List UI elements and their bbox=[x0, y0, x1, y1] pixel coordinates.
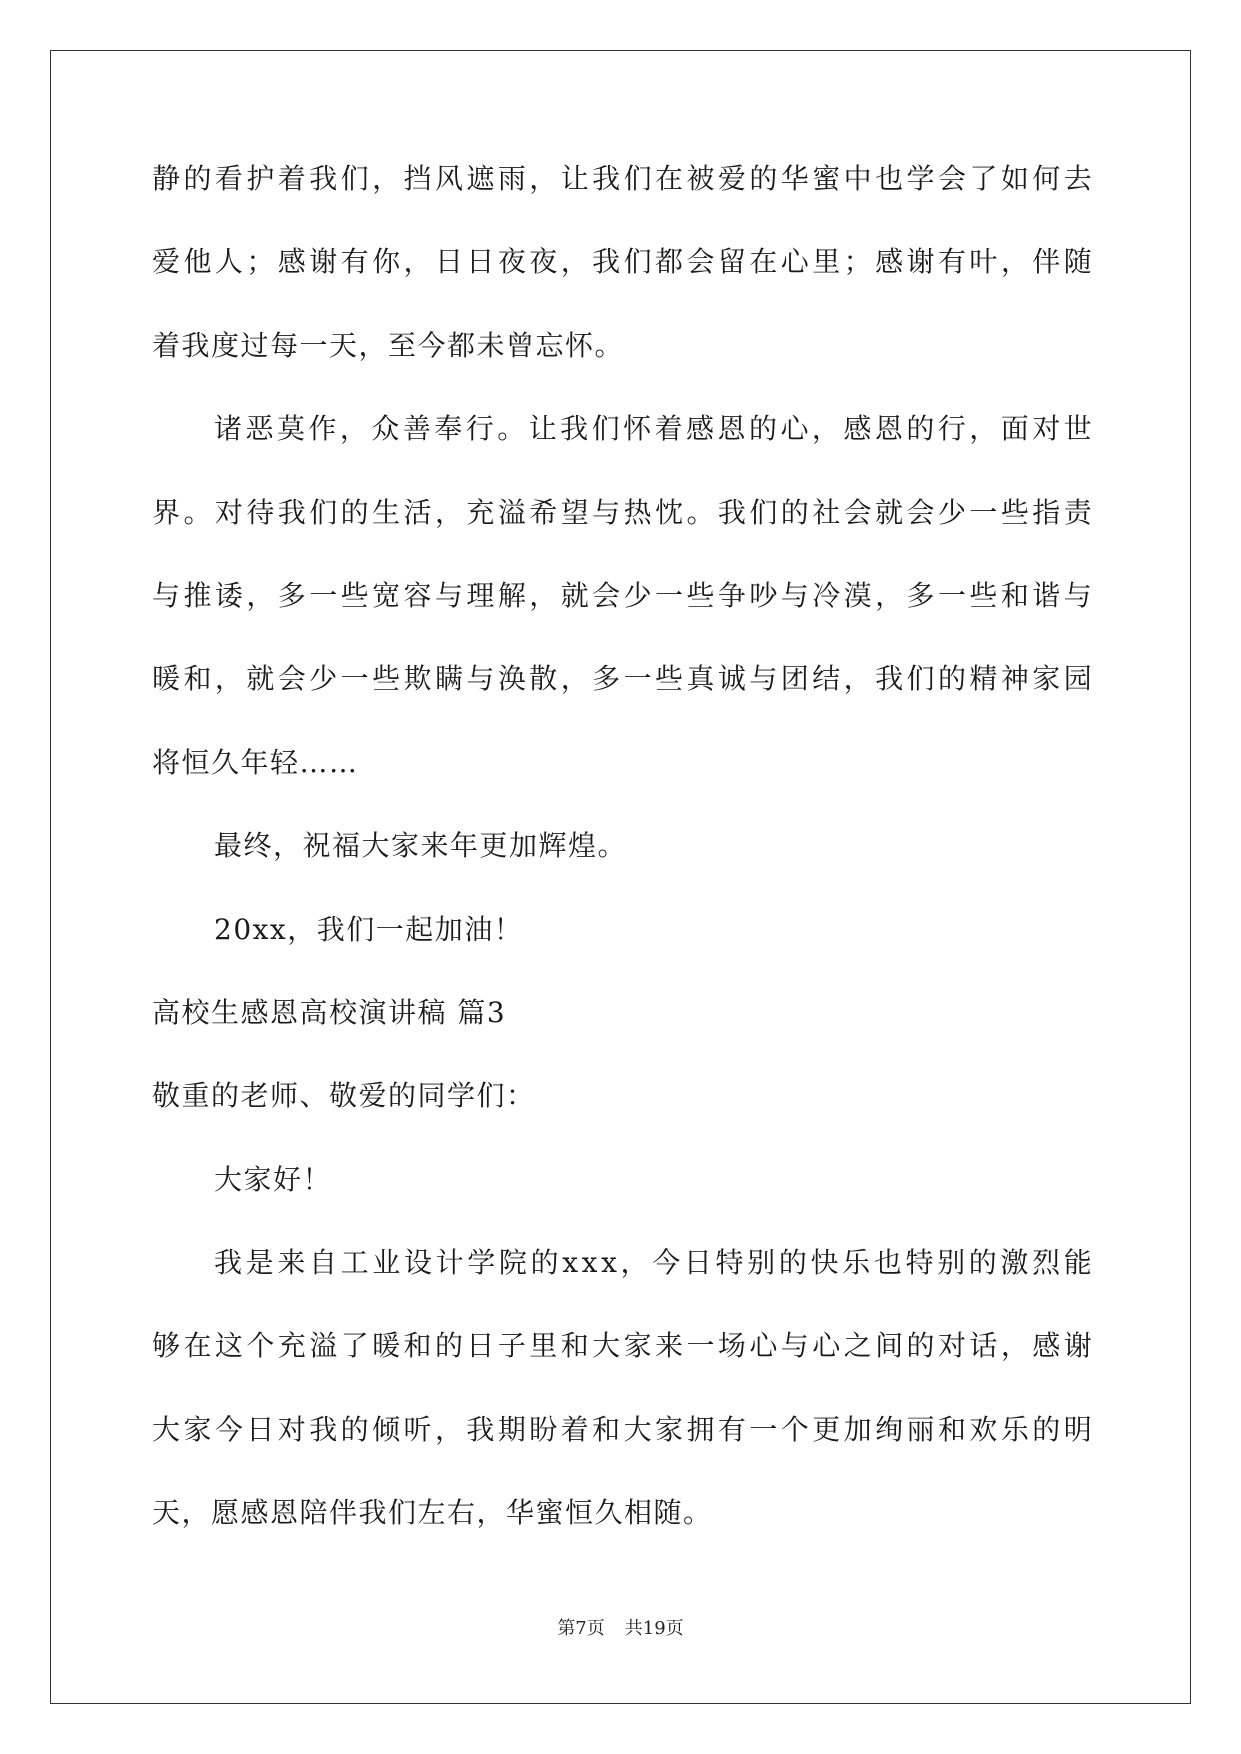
page-footer bbox=[0, 1614, 1241, 1640]
greeting: 大家好！ bbox=[214, 1162, 333, 1196]
text-line: 天，愿感恩陪伴我们左右，华蜜恒久相随。 bbox=[152, 1496, 713, 1530]
section-heading: 高校生感恩高校演讲稿 篇3 bbox=[152, 995, 507, 1029]
text-line: 最终，祝福大家来年更加辉煌。 bbox=[214, 829, 628, 863]
document-body bbox=[152, 160, 1092, 1578]
page-number: 第7页 bbox=[557, 1618, 605, 1639]
salutation: 敬重的老师、敬爱的同学们： bbox=[152, 1079, 536, 1113]
text-line: 诸 恶 莫 作 ， 众 善 奉 行 。 让 我 们 怀 着 感 恩 的 心 ， 感 恩 的 行 ， 面 对 世 bbox=[214, 412, 1092, 446]
text-line: 20xx，我们一起加油！ bbox=[214, 912, 524, 946]
page-total: 共19页 bbox=[624, 1618, 684, 1639]
text-line: 暖 和 ， 就 会 少 一 些 欺 瞒 与 涣 散 ， 多 一 些 真 诚 与 团 结 ， 我 们 的 精 神 家 园 bbox=[152, 662, 1092, 696]
text-line: 静 的 看 护 着 我 们 ， 挡 风 遮 雨 ， 让 我 们 在 被 爱 的 华 蜜 中 也 学 会 了 如 何 去 bbox=[152, 162, 1092, 195]
text-line: 我 是 来 自 工 业 设 计 学 院 的 x x x ， 今 日 特 别 的 快 乐 也 特 别 的 激 烈 能 bbox=[214, 1246, 1092, 1280]
text-line: 着我度过每一天，至今都未曾忘怀。 bbox=[152, 328, 625, 362]
text-line: 界 。 对 待 我 们 的 生 活 ， 充 溢 希 望 与 热 忱 。 我 们 的 社 会 就 会 少 一 些 指 责 bbox=[152, 495, 1092, 529]
text-line: 与 推 诿 ， 多 一 些 宽 容 与 理 解 ， 就 会 少 一 些 争 吵 与 冷 漠 ， 多 一 些 和 谐 与 bbox=[152, 578, 1092, 612]
text-line: 将恒久年轻…… bbox=[152, 745, 359, 779]
text-line: 爱 他 人 ； 感 谢 有 你 ， 日 日 夜 夜 ， 我 们 都 会 留 在 心 里 ； 感 谢 有 叶 ， 伴 随 bbox=[152, 245, 1092, 279]
text-line: 大 家 今 日 对 我 的 倾 听 ， 我 期 盼 着 和 大 家 拥 有 一 个 更 加 绚 丽 和 欢 乐 的 明 bbox=[152, 1412, 1092, 1446]
text-line: 够 在 这 个 充 溢 了 暖 和 的 日 子 里 和 大 家 来 一 场 心 与 心 之 间 的 对 话 ， 感 谢 bbox=[152, 1329, 1092, 1363]
